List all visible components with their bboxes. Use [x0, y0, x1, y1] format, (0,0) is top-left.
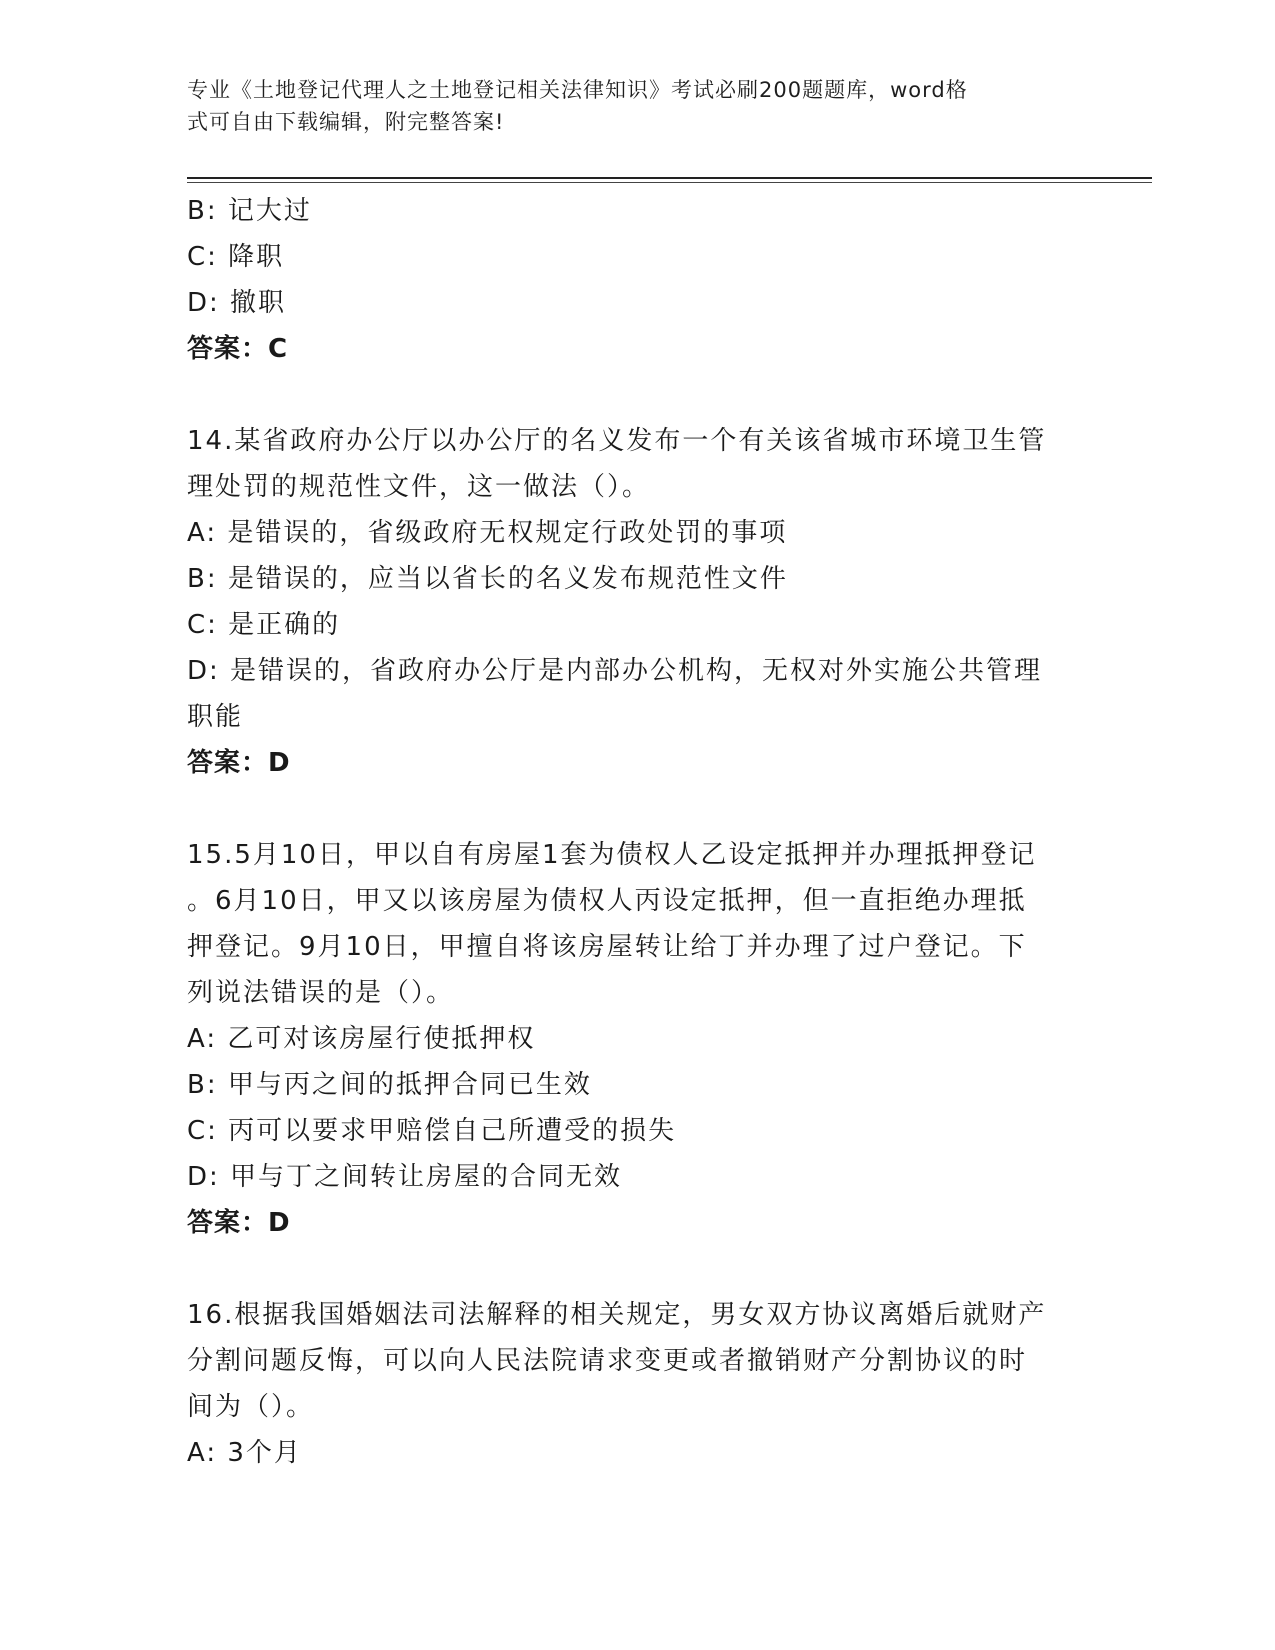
option-d: D: 甲与丁之间转让房屋的合同无效	[187, 1162, 623, 1192]
option-a: A: 是错误的，省级政府无权规定行政处罚的事项	[187, 518, 788, 548]
header-line-1: 专业《土地登记代理人之土地登记相关法律知识》考试必刷200题题库，word格	[187, 78, 968, 102]
question-stem: 14.某省政府办公厅以办公厅的名义发布一个有关该省城市环境卫生管	[187, 426, 1047, 456]
question-16	[187, 1292, 1087, 1476]
question-stem: 16.根据我国婚姻法司法解释的相关规定，男女双方协议离婚后就财产	[187, 1300, 1047, 1330]
option-c: C: 是正确的	[187, 610, 341, 640]
header-divider-thin	[187, 182, 1152, 183]
option-b: B: 是错误的，应当以省长的名义发布规范性文件	[187, 564, 788, 594]
answer: 答案：C	[187, 334, 289, 364]
question-stem: 列说法错误的是（）。	[187, 978, 455, 1008]
option-c: C: 降职	[187, 242, 285, 272]
option-b: B: 记大过	[187, 196, 312, 226]
question-stem: 。6月10日，甲又以该房屋为债权人丙设定抵押，但一直拒绝办理抵	[187, 886, 1027, 916]
document-header	[187, 74, 1067, 138]
answer: 答案：D	[187, 748, 291, 778]
question-stem: 押登记。9月10日，甲擅自将该房屋转让给丁并办理了过户登记。下	[187, 932, 1027, 962]
option-d: D: 是错误的，省政府办公厅是内部办公机构，无权对外实施公共管理	[187, 656, 1043, 686]
header-divider-thick	[187, 177, 1152, 179]
question-14	[187, 418, 1087, 786]
option-b: B: 甲与丙之间的抵押合同已生效	[187, 1070, 592, 1100]
question-stem: 间为（）。	[187, 1392, 315, 1422]
spacer	[187, 786, 1087, 832]
spacer	[187, 1246, 1087, 1292]
option-c: C: 丙可以要求甲赔偿自己所遭受的损失	[187, 1116, 677, 1146]
option-d: D: 撤职	[187, 288, 287, 318]
question-15	[187, 832, 1087, 1246]
header-line-2: 式可自由下载编辑，附完整答案!	[187, 110, 505, 134]
question-stem: 15.5月10日，甲以自有房屋1套为债权人乙设定抵押并办理抵押登记	[187, 840, 1037, 870]
spacer	[187, 372, 1087, 418]
option-d-continued: 职能	[187, 702, 244, 732]
option-a: A: 3个月	[187, 1438, 302, 1468]
option-a: A: 乙可对该房屋行使抵押权	[187, 1024, 536, 1054]
question-stem: 分割问题反悔，可以向人民法院请求变更或者撤销财产分割协议的时	[187, 1346, 1028, 1376]
question-13	[187, 188, 1087, 372]
answer: 答案：D	[187, 1208, 291, 1238]
question-content	[187, 188, 1087, 1476]
question-stem: 理处罚的规范性文件，这一做法（）。	[187, 472, 651, 502]
